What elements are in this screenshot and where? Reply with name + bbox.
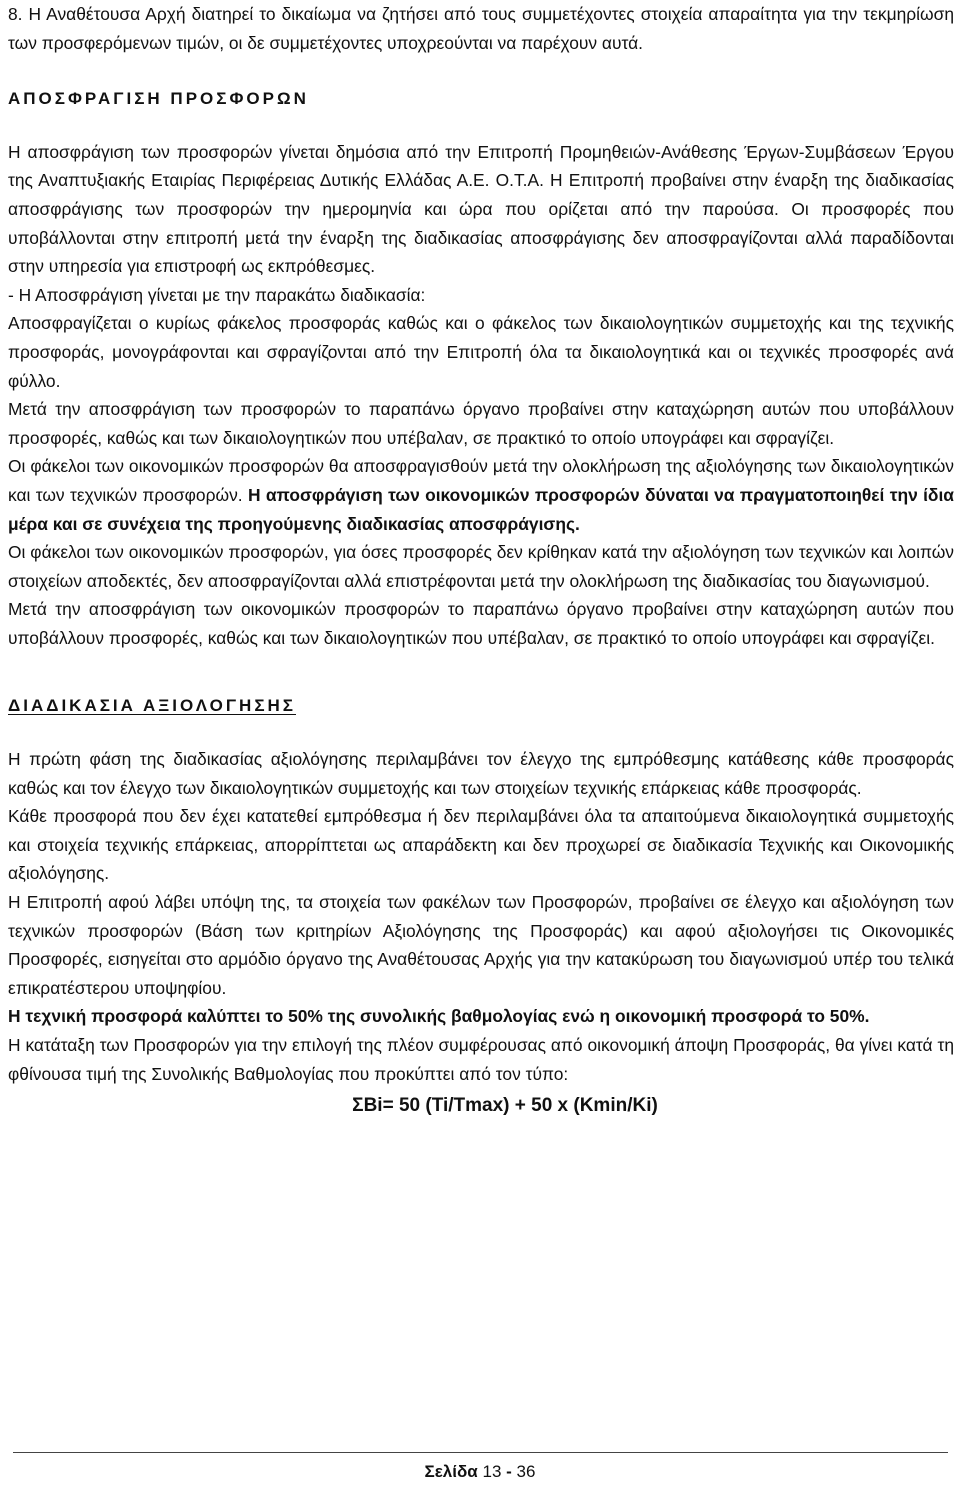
paragraph-evaluation-rejection: Κάθε προσφορά που δεν έχει κατατεθεί εμπρόθεσμα ή δεν περιλαμβάνει όλα τα απαιτούμενα δικαιολογητικά συμμετοχής και στοιχεία τεχνικής επάρκειας, απορρίπτεται ως απαράδεκτη και δεν προχωρεί σε διαδικασία Τεχνικής και Οικονομικής αξιολόγησης. xyxy=(8,806,954,884)
paragraph-evaluation-committee: Η Επιτροπή αφού λάβει υπόψη της, τα στοιχεία των φακέλων των Προσφορών, προβαίνει σε έλεγχο και αξιολόγηση των τεχνικών προσφορών (Βάση των κριτηρίων Αξιολόγησης της Προσφοράς) και αφού αξιολογήσει τις Οικονομικές Προσφορές, εισηγείται στο αρμόδιο όργανο της Αναθέτουσας Αρχής για την κατακύρωση του διαγωνισμού υπέρ του τελικά επικρατέστερου υποψηφίου. xyxy=(8,892,954,998)
footer-divider xyxy=(13,1452,948,1453)
paragraph-opening-envelopes: Αποσφραγίζεται ο κυρίως φάκελος προσφοράς καθώς και ο φάκελος των δικαιολογητικών συμμετοχής και της τεχνικής προσφοράς, μονογράφονται και σφραγίζονται από την Επιτροπή όλα τα δικαιολογητικά και οι τεχνικές προσφορές ανά φύλλο. xyxy=(8,313,954,391)
section-heading-opening: ΑΠΟΣΦΡΑΓΙΣΗ ΠΡΟΣΦΟΡΩΝ xyxy=(8,89,309,109)
paragraph-evaluation-ranking: Η κατάταξη των Προσφορών για την επιλογή της πλέον συμφέρουσας από οικονομική άποψη Προσφοράς, θα γίνει κατά τη φθίνουσα τιμή της Συνολικής Βαθμολογίας που προκύπτει από τον τύπο: xyxy=(8,1035,954,1084)
evaluation-weights-bold: Η τεχνική προσφορά καλύπτει το 50% της συνολικής βαθμολογίας ενώ η οικονομική προσφορά το 50%. xyxy=(8,1006,870,1027)
footer-separator: - xyxy=(506,1462,512,1481)
paragraph-evaluation-weights xyxy=(8,1002,954,1031)
financial-opening-text: Οι φάκελοι των οικονομικών προσφορών θα αποσφραγισθούν μετά την ολοκλήρωση της αξιολόγησης των δικαιολογητικών και των τεχνικών προσφορών. xyxy=(8,456,954,505)
paragraph-financial-opening xyxy=(8,452,954,538)
paragraph-evaluation-phase: Η πρώτη φάση της διαδικασίας αξιολόγησης περιλαμβάνει τον έλεγχο της εμπρόθεσμης κατάθεσης κάθε προσφοράς καθώς και τον έλεγχο των δικαιολογητικών συμμετοχής και των στοιχείων τεχνικής επάρκειας κάθε προσφοράς. xyxy=(8,749,954,798)
paragraph-opening-record: Μετά την αποσφράγιση των προσφορών το παραπάνω όργανο προβαίνει στην καταχώρηση αυτών που υποβάλλουν προσφορές, καθώς και των δικαιολογητικών που υπέβαλαν, σε πρακτικό το οποίο υπογράφει και σφραγίζει. xyxy=(8,399,954,448)
footer-page-label: Σελίδα xyxy=(424,1462,478,1481)
financial-opening-bold: Η αποσφράγιση των οικονομικών προσφορών δύναται να πραγματοποιηθεί την ίδια μέρα και σε συνέχεια της προηγούμενης διαδικασίας αποσφράγισης. xyxy=(8,484,955,534)
paragraph-financial-record: Μετά την αποσφράγιση των οικονομικών προσφορών το παραπάνω όργανο προβαίνει στην καταχώρηση αυτών που υποβάλλουν προσφορές, καθώς και των δικαιολογητικών που υπέβαλαν, σε πρακτικό το οποίο υπογράφει και σφραγίζει. xyxy=(8,599,954,648)
section-heading-evaluation: ΔΙΑΔΙΚΑΣΙΑ ΑΞΙΟΛΟΓΗΣΗΣ xyxy=(8,696,296,716)
scoring-formula: ΣΒi= 50 (Ti/Tmax) + 50 x (Kmin/Ki) xyxy=(352,1095,658,1117)
paragraph-opening-steps-intro: - Η Αποσφράγιση γίνεται με την παρακάτω διαδικασία: xyxy=(8,284,426,305)
footer-page-number: 13 xyxy=(482,1462,502,1481)
paragraph-opening-procedure: Η αποσφράγιση των προσφορών γίνεται δημόσια από την Επιτροπή Προμηθειών-Ανάθεσης Έργων-Συμβάσεων Έργου της Αναπτυξιακής Εταιρίας Περιφέρειας Δυτικής Ελλάδας Α.Ε. Ο.Τ.Α. Η Επιτροπή προβαίνει στην έναρξη της διαδικασίας αποσφράγισης των προσφορών την ημερομηνία και ώρα που ορίζεται από την παρούσα. Οι προσφορές που υποβάλλονται στην επιτροπή μετά την έναρξη της διαδικασίας αποσφράγισης δεν αποσφραγίζονται αλλά παραδίδονται στην υπηρεσία για επιστροφή ως εκπρόθεσμες. xyxy=(8,141,954,277)
footer-page-total: 36 xyxy=(516,1462,536,1481)
paragraph-8: 8. Η Αναθέτουσα Αρχή διατηρεί το δικαίωμα να ζητήσει από τους συμμετέχοντες στοιχεία απαραίτητα για την τεκμηρίωση των προσφερόμενων τιμών, οι δε συμμετέχοντες υποχρεούνται να παρέχουν αυτά. xyxy=(8,4,954,53)
page-footer xyxy=(0,1462,960,1482)
document-page xyxy=(8,0,954,1121)
paragraph-rejected-envelopes: Οι φάκελοι των οικονομικών προσφορών, για όσες προσφορές δεν κρίθηκαν κατά την αξιολόγηση των τεχνικών και λοιπών στοιχείων αποδεκτές, δεν αποσφραγίζονται αλλά επιστρέφονται μετά την ολοκλήρωση της διαδικασίας του διαγωνισμού. xyxy=(8,542,954,591)
